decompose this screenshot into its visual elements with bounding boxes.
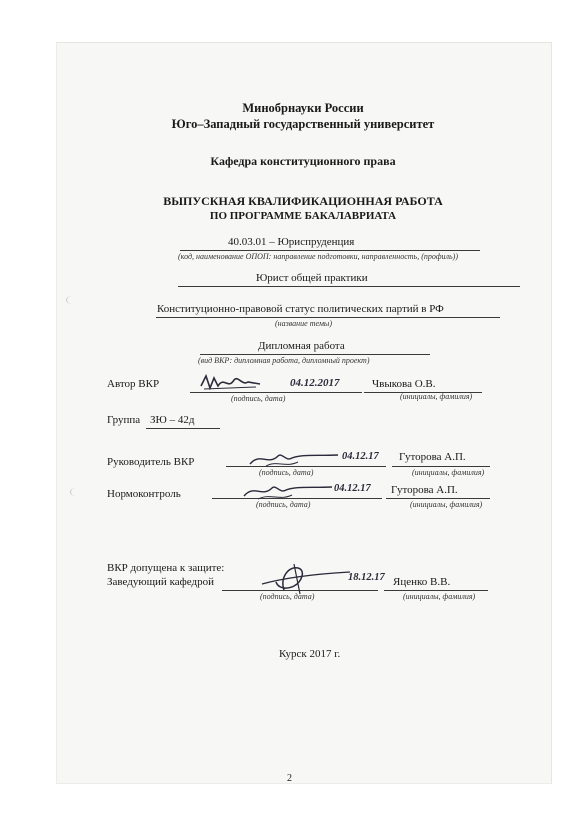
document-title-line2: ПО ПРОГРАММЕ БАКАЛАВРИАТА <box>209 210 397 222</box>
supervisor-name-caption: (инициалы, фамилия) <box>412 468 485 477</box>
supervisor-name: Гуторова А.П. <box>399 451 466 463</box>
author-signature <box>198 372 268 394</box>
work-type-caption: (вид ВКР: дипломная работа, дипломный проект) <box>198 356 370 365</box>
supervisor-label: Руководитель ВКР <box>107 456 195 468</box>
program-code: 40.03.01 – Юриспруденция <box>228 236 355 248</box>
program-profile: Юрист общей практики <box>256 272 368 284</box>
binder-hole-bottom <box>70 488 81 496</box>
admission-name-caption: (инициалы, фамилия) <box>403 592 476 601</box>
department-name: Кафедра конституционного права <box>210 154 396 168</box>
author-label: Автор ВКР <box>107 378 160 390</box>
group-value: ЗЮ – 42д <box>150 414 195 426</box>
admission-sign-caption: (подпись, дата) <box>260 592 315 601</box>
program-code-line <box>180 250 480 251</box>
supervisor-name-line <box>392 466 490 467</box>
norm-control-name-line <box>386 498 490 499</box>
admission-date: 18.12.17 <box>348 572 385 583</box>
work-type: Дипломная работа <box>258 340 345 352</box>
topic-caption: (название темы) <box>275 319 333 328</box>
author-date: 04.12.2017 <box>290 377 340 389</box>
group-label: Группа <box>107 414 141 426</box>
ministry-name: Минобрнауки России <box>242 101 364 115</box>
page-number: 2 <box>287 773 292 784</box>
group-line <box>146 428 220 429</box>
admission-note: ВКР допущена к защите: <box>107 562 225 574</box>
document-title-line1: ВЫПУСКНАЯ КВАЛИФИКАЦИОННАЯ РАБОТА <box>163 194 443 208</box>
profile-line <box>178 286 520 287</box>
binder-hole-top <box>66 296 77 304</box>
university-name: Юго–Западный государственный университет <box>171 117 435 131</box>
supervisor-date: 04.12.17 <box>342 451 379 462</box>
norm-control-name: Гуторова А.П. <box>391 484 458 496</box>
author-name: Чвыкова О.В. <box>372 378 436 390</box>
norm-control-date: 04.12.17 <box>334 483 371 494</box>
author-sign-caption: (подпись, дата) <box>231 394 286 403</box>
admission-name-line <box>384 590 488 591</box>
work-type-line <box>200 354 430 355</box>
thesis-topic: Конституционно-правовой статус политических партий в РФ <box>157 303 444 315</box>
topic-line <box>156 317 500 318</box>
author-name-caption: (инициалы, фамилия) <box>400 392 473 401</box>
norm-control-name-caption: (инициалы, фамилия) <box>410 500 483 509</box>
supervisor-sign-caption: (подпись, дата) <box>259 468 314 477</box>
program-code-caption: (код, наименование ОПОП: направление подготовки, направленность, (профиль)) <box>178 252 458 261</box>
norm-control-sign-caption: (подпись, дата) <box>256 500 311 509</box>
head-of-department-name: Яценко В.В. <box>393 576 451 588</box>
head-of-department-label: Заведующий кафедрой <box>107 576 214 588</box>
norm-control-label: Нормоконтроль <box>107 488 181 500</box>
city-year: Курск 2017 г. <box>279 648 341 660</box>
